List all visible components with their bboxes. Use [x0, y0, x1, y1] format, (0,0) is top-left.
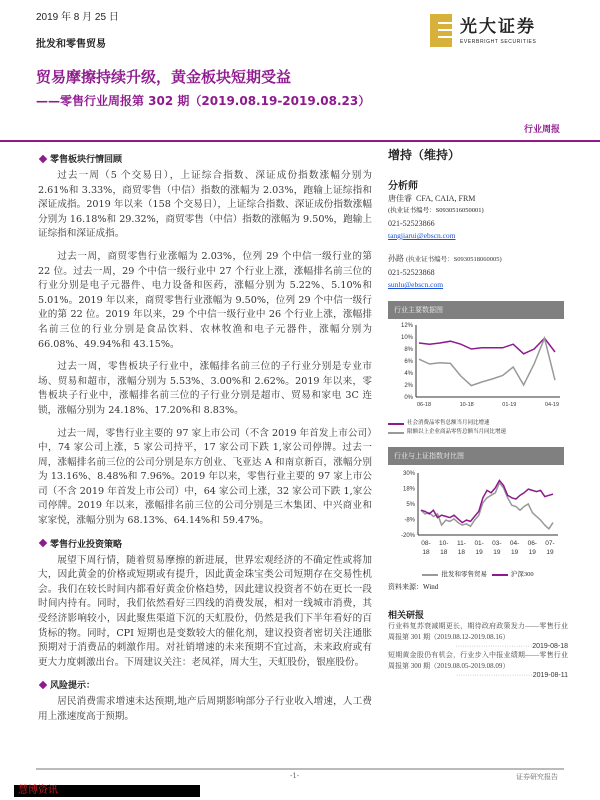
industry-data-chart — [388, 319, 568, 414]
x-tick-label: 19 — [546, 549, 554, 556]
legend-label: 社会消费品零售总额当月同比增速 — [407, 420, 490, 426]
y-tick-label: 18% — [402, 486, 415, 493]
x-tick-label: 11- — [456, 540, 466, 547]
footer-label: 证券研究报告 — [516, 773, 558, 781]
paragraph: 过去一周，零售行业主要的 97 家上市公司（不含 2019 年首发上市公司）中，74 家公司上涨，5 家公司持平，17 家公司下跌 1,家公司停牌。过去一周，涨幅排名前三位的公司分别是东方创业、飞亚达 A 和南京新百，涨幅分别为 13.16%、8.48%和 7.96%。2019 年以来，零售行业主要的 97 家上市公司（不含 2019 年首发上市公司）中，64 家公司上涨，32 家公司下跌 1,家公司停牌。2019 年以来，涨幅排名前三位的公司分别是三木集团、中兴商业和家家悦，涨幅分别为 68.13%、64.14%和 59.47%。 — [38, 427, 372, 527]
y-tick-label: 4% — [404, 371, 413, 377]
related-report-date: ·································2019-08-18 — [455, 643, 568, 650]
page-number: -1- — [290, 772, 300, 780]
date-text: 2019-08-11 — [532, 672, 568, 679]
rating: 增持（维持） — [388, 148, 461, 162]
legend-item — [388, 428, 568, 437]
sector-label: 批发和零售贸易 — [36, 39, 106, 50]
analyst-heading: 分析师 — [388, 181, 418, 192]
data-source: 资料来源：Wind — [388, 583, 439, 591]
chart-title: 行业与上证指数对比图 — [388, 447, 564, 465]
y-tick-label: 5% — [406, 502, 415, 508]
x-tick-label: 19 — [475, 549, 483, 556]
analyst-name — [388, 192, 568, 205]
x-tick-label: 03- — [492, 540, 502, 547]
x-tick-label: 06- — [527, 540, 537, 547]
watermark: 慧博资讯 — [14, 785, 200, 797]
index-compare-chart — [388, 465, 568, 565]
paragraph: 居民消费需求增速未达预期,地产后周期影响部分子行业收入增速，人工费用上涨速度高于预期。 — [38, 696, 372, 722]
y-tick-label: 12% — [400, 323, 413, 329]
x-tick-label: 19 — [510, 549, 519, 556]
everbright-logo — [430, 12, 560, 48]
y-tick-label: 30% — [402, 471, 415, 477]
paragraph: 展望下周行情，随着贸易摩擦的新进展，世界宏观经济的不确定性或将加大，因此黄金的价格或短期或有提升，因此黄金珠宝类公司短期存在交易性机会。我们在较长时间内都看好黄金价格趋势，因此建议投资者不妨在更长一段时间内持有。同时，我们依然看好三四线的消费发展，相对一线城市消费，其受经济影响较小，因此聚焦渠道下沉的天虹股份，仍然是我们下半年看好的百货标的物。同时，CPI 短期也是变数较大的催化剂，建议投资者密切关注通胀预期对于消费品的刺激作用。对社销增速的未来预期不宜过高，未来政府或有更大力度刺激出台。下周建议关注：老凤祥，周大生，天虹股份，银座股份。 — [38, 554, 372, 668]
section-heading — [38, 678, 372, 691]
analyst-name-text: 唐佳睿 — [388, 194, 412, 203]
report-date: 2019 年 8 月 25 日 — [36, 12, 119, 23]
legend-label: 沪深300 — [510, 571, 534, 578]
y-tick-label: -20% — [400, 533, 415, 539]
series-line-1 — [421, 480, 553, 522]
y-tick-label: 10% — [400, 335, 413, 341]
analyst-license: (执业证书编号：S0930516050001) — [388, 207, 484, 214]
paragraph: 过去一周，零售板块子行业中，涨幅排名前三位的子行业分别是专业市场、贸易和超市，涨幅分别为 5.53%、3.00%和 2.62%。2019 年以来，零售板块子行业中，涨幅排名前三位的子行业分别是超市、贸易和家电 3C 连锁，涨幅分别为 24.18%、17.20%和 8.83%。 — [38, 361, 372, 416]
related-report-link[interactable]: 短期黄金股仍有机会，行业步入中报业绩期——零售行业周报第 300 期（2019.08.05-2019.08.09） — [388, 651, 568, 670]
legend-item — [388, 419, 568, 428]
analyst-email-link[interactable]: sunlu@ebscn.com — [388, 280, 444, 289]
page-title: 贸易摩擦持续升级，黄金板块短期受益 — [36, 68, 292, 86]
related-heading: 相关研报 — [388, 611, 425, 621]
x-tick-label: 10-18 — [459, 402, 474, 408]
paragraph: 过去一周，商贸零售行业涨幅为 2.03%，位列 29 个中信一级行业的第 22 位。过去一周，29 个中信一级行业中 27 个行业上涨，涨幅排名前三位的行业分别是电子元器件、电力设备和医药，涨幅分别为 5.22%、5.10%和 5.01%。2019 年以来，商贸零售行业涨幅为 9.50%，位列 29 个中信一级行业的第 22 位。2019 年以来，29 个中信一级行业中 26 个行业上涨，涨幅排名前三位的行业分别是食品饮料、农林牧渔和电子元器件，涨幅分别为 66.08%、49.94%和 43.15%。 — [38, 250, 372, 350]
x-tick-label: 06-18 — [416, 402, 432, 408]
analyst-phone: 021-52523868 — [388, 268, 435, 277]
logo-cn: 光大证券 — [460, 17, 536, 37]
chart-title: 行业主要数据图 — [388, 301, 564, 319]
paragraph: 过去一周（5 个交易日），上证综合指数、深证成份指数涨幅分别为 2.61%和 3.33%，商贸零售（中信）指数的涨幅为 2.03%，跑输上证综指和深证成指。2019 年以来（158 个交易日），上证综合指数、深证成份指数涨幅分别为 16.18%和 29.32%，商贸零售（中信）指数的涨幅为 9.50%，跑输上证综指和深证成指。 — [38, 170, 372, 240]
diamond-icon — [39, 539, 47, 547]
section-heading-text: 零售板块行情回顾 — [50, 155, 123, 165]
diamond-icon — [39, 154, 47, 162]
y-tick-label: 6% — [404, 359, 413, 365]
section-heading-text: 零售行业投资策略 — [50, 539, 123, 550]
page-subtitle: ——零售行业周报第 302 期（2019.08.19-2019.08.23） — [36, 94, 371, 108]
y-tick-label: -8% — [404, 517, 415, 524]
x-tick-label: 19 — [493, 549, 501, 556]
report-type: 行业周报 — [523, 125, 560, 135]
sidebar — [388, 140, 568, 679]
x-tick-label: 01- — [474, 540, 484, 547]
related-report-link[interactable]: 行业料复苏衰减期更长，期待政府政策发力——零售行业周报第 301 期（2019.08.12-2019.08.16） — [388, 622, 568, 641]
section-heading-text: 风险提示： — [50, 681, 96, 692]
x-tick-label: 18 — [422, 549, 430, 556]
section-heading — [38, 152, 372, 165]
logo-e-icon — [430, 14, 452, 47]
section-heading — [38, 537, 372, 550]
x-tick-label: 10- — [439, 540, 449, 547]
x-tick-label: 18 — [440, 549, 448, 556]
analyst-name — [388, 252, 568, 266]
legend-swatch — [422, 574, 438, 576]
footer-divider — [36, 768, 564, 770]
x-tick-label: 19 — [528, 549, 536, 556]
x-tick-label: 18 — [457, 549, 466, 556]
x-tick-label: 04-19 — [544, 402, 560, 408]
date-text: 2019-08-18 — [532, 643, 568, 650]
legend-label: 批发和零售贸易 — [441, 571, 487, 578]
series-line-0 — [419, 338, 555, 354]
logo-en: EVERBRIGHT SECURITIES — [460, 39, 537, 45]
related-report-date: ·································2019-08-11 — [455, 672, 568, 679]
main-column — [38, 150, 372, 733]
x-tick-label: 04- — [509, 540, 520, 547]
analyst-cred: CFA, CAIA, FRM — [416, 194, 476, 203]
analyst-email-link[interactable]: tangjiarui@ebscn.com — [388, 231, 456, 240]
y-tick-label: 0% — [404, 395, 413, 401]
analyst-phone: 021-52523866 — [388, 219, 435, 228]
series-line-1 — [419, 338, 555, 385]
legend — [388, 570, 568, 579]
analyst-name-text: 孙路 — [388, 254, 404, 263]
y-tick-label: 2% — [404, 383, 413, 389]
legend-swatch — [492, 574, 508, 576]
analyst-license: (执业证书编号：S0930518060005) — [406, 256, 502, 263]
x-tick-label: 07- — [545, 540, 555, 547]
x-tick-label: 08- — [421, 540, 431, 547]
x-tick-label: 01-19 — [502, 402, 517, 408]
legend-label: 限额以上企业商品零售总额当月同比增速 — [407, 429, 507, 435]
y-tick-label: 8% — [404, 347, 413, 353]
diamond-icon — [39, 681, 47, 689]
legend-swatch — [388, 423, 404, 425]
legend-swatch — [388, 432, 404, 434]
